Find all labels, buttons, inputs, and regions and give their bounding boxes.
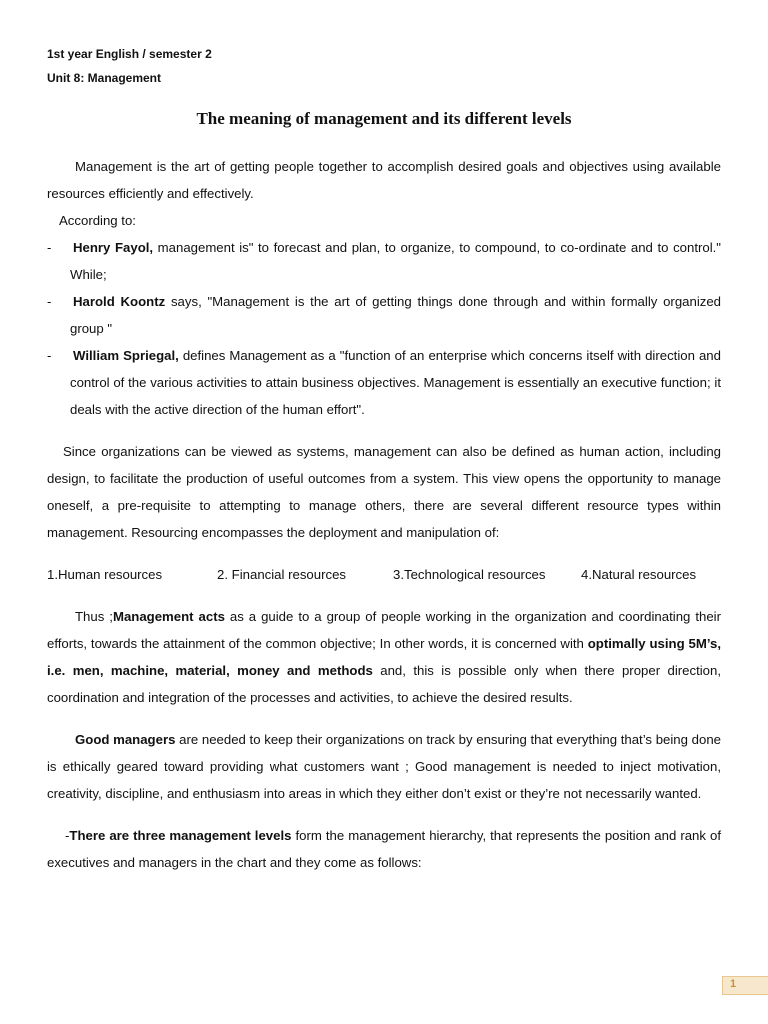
unit-header: Unit 8: Management <box>47 71 162 85</box>
text-run: and, this is possible only when there proper direction, coordination and integration of the processes and activities, to achieve the desired results. <box>47 663 722 705</box>
systems-paragraph: Since organizations can be viewed as systems, management can also be defined as human action, including design, to facilitate the production of useful outcomes from a system. This view opens the opportunity to manage oneself, a pre-requisite to attempting to manage others, there are several different resource types within management. Resourcing encompasses the deployment and manipulation of: <box>47 444 721 540</box>
resources-list <box>47 561 721 588</box>
good-managers-paragraph <box>47 726 721 807</box>
definition-item <box>47 288 721 342</box>
bullet-dash: - <box>47 348 52 363</box>
bullet-dash: - <box>47 240 52 255</box>
page-number-badge <box>722 976 768 995</box>
management-acts-paragraph <box>47 603 721 711</box>
definition-quote: defines Management as a "function of an enterprise which concerns itself with direction and control of the various activities to attain business objectives. Management is essentially an executive function; it deals with the active direction of the human effort". <box>70 348 721 417</box>
resource-item: 2. Financial resources <box>217 567 347 582</box>
definition-text <box>70 234 721 288</box>
document-body <box>47 153 721 876</box>
definition-author: Henry Fayol, <box>73 240 154 255</box>
text-run: - <box>65 828 70 843</box>
management-levels-paragraph <box>47 822 721 876</box>
bold-term: There are three management levels <box>69 828 292 843</box>
bold-term: Management acts <box>112 609 225 624</box>
bullet-dash: - <box>47 294 52 309</box>
course-header: 1st year English / semester 2 <box>47 47 212 61</box>
definition-text <box>70 288 721 342</box>
definition-author: Harold Koontz <box>73 294 166 309</box>
definition-author: William Spriegal, <box>73 348 179 363</box>
according-to-label: According to: <box>59 213 136 228</box>
page-number: 1 <box>730 978 737 990</box>
resource-item: 3.Technological resources <box>393 567 546 582</box>
resource-item: 1.Human resources <box>47 567 163 582</box>
text-run: Thus ; <box>75 609 113 624</box>
bold-term: optimally using 5M’s, i.e. men, machine, material, money and methods <box>47 636 722 678</box>
definition-item <box>47 234 721 288</box>
resource-item: 4.Natural resources <box>581 567 697 582</box>
definition-quote: says, "Management is the art of getting things done through and within formally organized group " <box>70 294 722 336</box>
bold-term: Good managers <box>75 732 176 747</box>
definition-text <box>70 342 721 423</box>
definition-quote: management is" to forecast and plan, to organize, to compound, to co-ordinate and to control." While; <box>70 240 721 282</box>
text-run: as a guide to a group of people working in the organization and coordinating their efforts, towards the attainment of the common objective; In other words, it is concerned with <box>47 609 721 651</box>
intro-paragraph: Management is the art of getting people together to accomplish desired goals and objectives using available resources efficiently and effectively. <box>47 159 721 201</box>
document-title: The meaning of management and its different levels <box>196 109 572 128</box>
definition-item <box>47 342 721 423</box>
text-run: are needed to keep their organizations on track by ensuring that everything that’s being done is ethically geared toward providing what customers want ; Good management is needed to inject motivation, creativity, discipline, and enthusiasm into areas in which they either don’t exist or they’re not necessarily wanted. <box>47 732 721 801</box>
text-run: form the management hierarchy, that represents the position and rank of executives and managers in the chart and they come as follows: <box>47 828 721 870</box>
